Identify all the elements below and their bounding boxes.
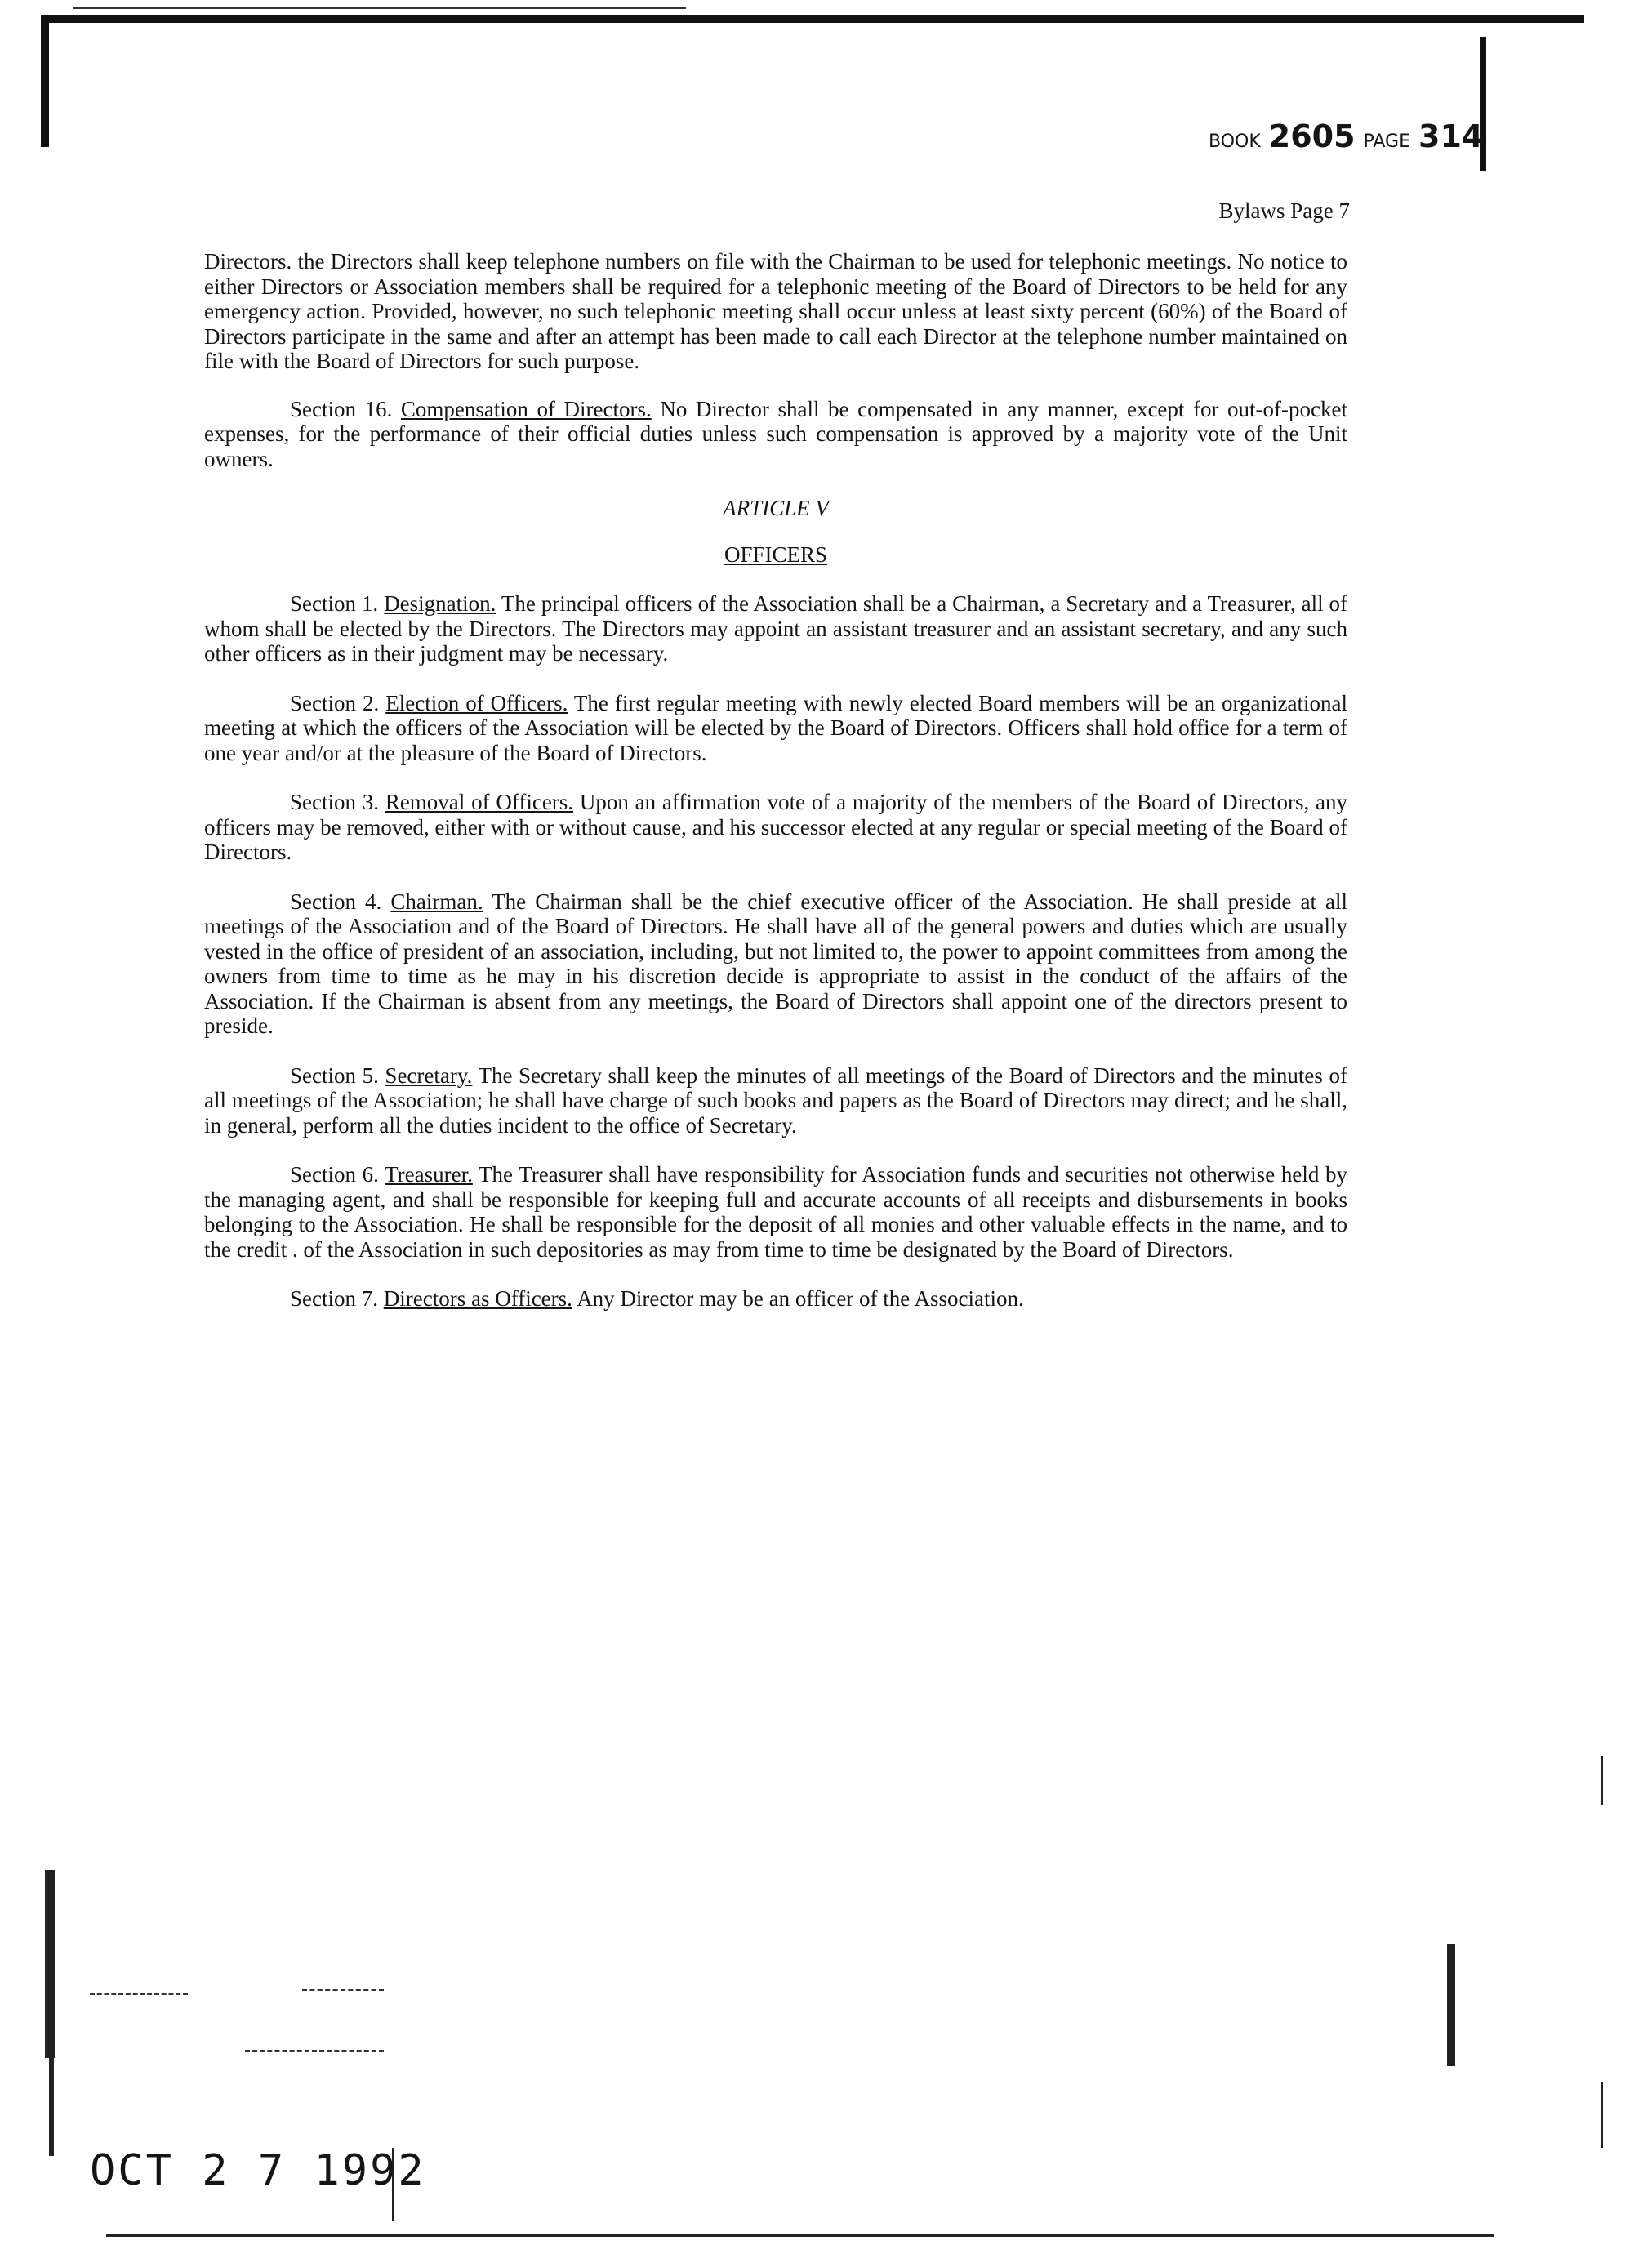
- scan-border-bottom: [106, 2234, 1494, 2237]
- section-title: Election of Officers.: [385, 690, 568, 715]
- section-label: Section 3.: [290, 790, 380, 814]
- section-label: Section 5.: [290, 1062, 379, 1088]
- scan-border-top: [41, 15, 1584, 23]
- scan-smudge: [302, 1989, 384, 1991]
- scan-tick: [1601, 2082, 1603, 2148]
- section-text: The principal officers of the Association shall be a Chairman, a Secretary and a Treasurer, all of whom shall be elected by the Directors. The Directors may appoint an assistant treasurer and an assistant secretary, and any such other officers as in their judgment may be necessary.: [204, 591, 1348, 666]
- section-title: Secretary.: [385, 1062, 473, 1088]
- scan-tick: [1601, 1756, 1603, 1805]
- book-label: BOOK: [1209, 131, 1261, 152]
- document-body: [204, 249, 1347, 1336]
- date-stamp: OCT 2 7 1992: [90, 2146, 426, 2195]
- section-label: Section 7.: [290, 1286, 378, 1311]
- section-16: [204, 397, 1347, 472]
- section-3: [204, 790, 1347, 865]
- section-text: The Chairman shall be the chief executive officer of the Association. He shall preside at all meetings of the Association and of the Board of Directors. He shall have all of the general powers and duties which are usually vested in the office of president of an association, including, but not limited to, the power to appoint committees from among the owners from time to time as he may in his discretion decide is appropriate to assist in the conduct of the affairs of the Association. If the Chairman is absent from any meetings, the Board of Directors shall appoint one of the directors present to preside.: [204, 889, 1348, 1038]
- section-text: Upon an affirmation vote of a majority of the members of the Board of Directors, any officers may be removed, either with or without cause, and his successor elected at any regular or special meeting of the Board of Directors.: [204, 790, 1348, 864]
- section-label: Section 16.: [290, 396, 393, 421]
- page-number: 314: [1418, 118, 1484, 154]
- continued-paragraph: Directors. the Directors shall keep telephone numbers on file with the Chairman to be used for telephonic meetings. No notice to either Directors or Association members shall be required for a telephonic meeting of the Board of Directors to be held for any emergency action. Provided, however, no such telephonic meeting shall occur unless at least sixty percent (60%) of the Board of Directors participate in the same and after an attempt has been made to call each Director at the telephone number maintained on file with the Board of Directors for such purpose.: [204, 249, 1347, 373]
- section-4: [204, 889, 1347, 1039]
- section-5: [204, 1063, 1347, 1138]
- section-label: Section 4.: [290, 889, 382, 914]
- section-text: The Treasurer shall have responsibility for Association funds and securities not otherwise held by the managing agent, and shall be responsible for keeping full and accurate accounts of all receipts and disbursements in books belonging to the Association. He shall be responsible for the deposit of all monies and other valuable effects in the name, and to the credit . of the Association in such depositories as may from time to time be designated by the Board of Directors.: [204, 1162, 1347, 1262]
- section-title: Treasurer.: [385, 1162, 473, 1187]
- scan-mark-left-corner: [49, 2058, 54, 2156]
- section-label: Section 6.: [290, 1162, 379, 1187]
- section-title: Designation.: [384, 591, 496, 616]
- scan-mark-left: [41, 16, 49, 147]
- section-6: [204, 1162, 1347, 1262]
- scan-border-top-thin: [73, 7, 686, 9]
- section-text: Any Director may be an officer of the Association.: [577, 1286, 1024, 1311]
- scan-mark-right-bottom: [1447, 1944, 1455, 2066]
- recording-stamp: [1209, 118, 1483, 167]
- section-title: Chairman.: [390, 889, 483, 914]
- bylaws-page-header: Bylaws Page 7: [1218, 198, 1350, 223]
- section-1: [204, 591, 1347, 666]
- scan-smudge: [90, 1993, 188, 1995]
- scan-mark-left-bottom: [45, 1870, 55, 2058]
- section-title: Directors as Officers.: [383, 1286, 572, 1311]
- section-text: The Secretary shall keep the minutes of all meetings of the Board of Directors and the minutes of all meetings of the Association; he shall have charge of such books and papers as the Board of Directors may direct; and he shall, in general, perform all the duties incident to the office of Secretary.: [204, 1062, 1348, 1138]
- section-text: No Director shall be compensated in any manner, except for out-of-pocket expenses, for the performance of their official duties unless such compensation is approved by a majority vote of the Unit owners.: [204, 396, 1347, 471]
- section-title: Removal of Officers.: [385, 790, 574, 814]
- section-label: Section 2.: [290, 690, 380, 715]
- section-text: The first regular meeting with newly elected Board members will be an organizational meeting at which the officers of the Association will be elected by the Board of Directors. Officers shall hold office for a term of one year and/or at the pleasure of the Board of Directors.: [204, 690, 1348, 765]
- section-2: [204, 691, 1347, 766]
- book-number: 2605: [1268, 118, 1356, 154]
- article-heading: ARTICLE V: [723, 496, 829, 520]
- scan-smudge: [245, 2050, 384, 2052]
- page-label: PAGE: [1363, 131, 1411, 152]
- article-title: OFFICERS: [724, 541, 828, 567]
- section-label: Section 1.: [290, 591, 379, 616]
- section-title: Compensation of Directors.: [400, 396, 652, 421]
- section-7: [204, 1286, 1347, 1312]
